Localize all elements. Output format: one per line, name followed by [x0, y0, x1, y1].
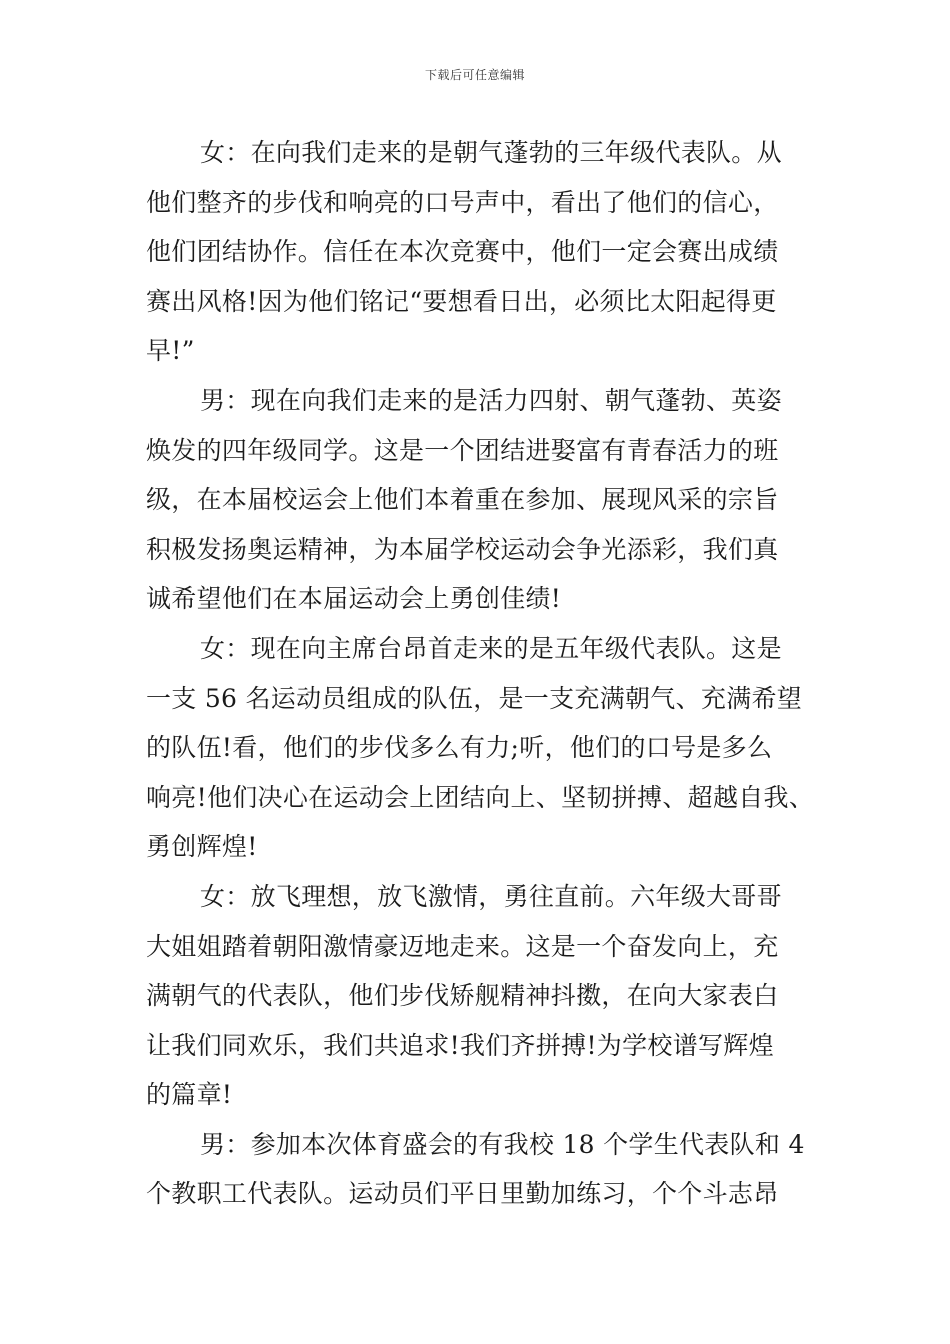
document-body [146, 128, 815, 1219]
text-line: 响亮!他们决心在运动会上团结向上、坚韧拼搏、超越自我、 [146, 782, 815, 812]
text-line: 满朝气的代表队，他们步伐矫舰精神抖擞，在向大家表白 [146, 981, 779, 1011]
text-line: 的篇章! [146, 1080, 233, 1110]
text-line: 一支 56 名运动员组成的队伍，是一支充满朝气、充满希望 [146, 683, 803, 713]
page-header: 下载后可任意编辑 [424, 68, 525, 82]
text-line: 男：参加本次体育盛会的有我校 18 个学生代表队和 4 [200, 1129, 805, 1159]
text-line: 个教职工代表队。运动员们平日里勤加练习，个个斗志昂 [146, 1179, 779, 1209]
text-line: 级，在本届校运会上他们本着重在参加、展现风采的宗旨 [146, 485, 779, 515]
text-line: 女：在向我们走来的是朝气蓬勃的三年级代表队。从 [200, 138, 782, 167]
text-line: 积极发扬奥运精神，为本届学校运动会争光添彩，我们真 [146, 534, 779, 564]
text-line: 女：现在向主席台昂首走来的是五年级代表队。这是 [200, 633, 782, 663]
text-line: 诚希望他们在本届运动会上勇创佳绩! [146, 584, 562, 614]
text-line: 男：现在向我们走来的是活力四射、朝气蓬勃、英姿 [200, 385, 782, 415]
text-line: 他们团结协作。信任在本次竞赛中，他们一定会赛出成绩 [146, 237, 779, 267]
text-line: 赛出风格!因为他们铭记“要想看日出，必须比太阳起得更 [146, 286, 777, 316]
text-line: 勇创辉煌! [146, 832, 258, 862]
text-line: 他们整齐的步伐和响亮的口号声中，看出了他们的信心， [146, 187, 779, 217]
text-line: 焕发的四年级同学。这是一个团结进娶富有青春活力的班 [146, 435, 779, 465]
text-line: 女：放飞理想，放飞激情，勇往直前。六年级大哥哥 [200, 881, 782, 911]
text-line: 让我们同欢乐，我们共追求!我们齐拼搏!为学校谱写辉煌 [146, 1030, 774, 1060]
text-line: 的队伍!看，他们的步伐多么有力;听，他们的口号是多么 [146, 733, 773, 763]
text-line: 大姐姐踏着朝阳激情豪迈地走来。这是一个奋发向上，充 [146, 931, 779, 961]
text-line: 早!” [146, 336, 195, 366]
